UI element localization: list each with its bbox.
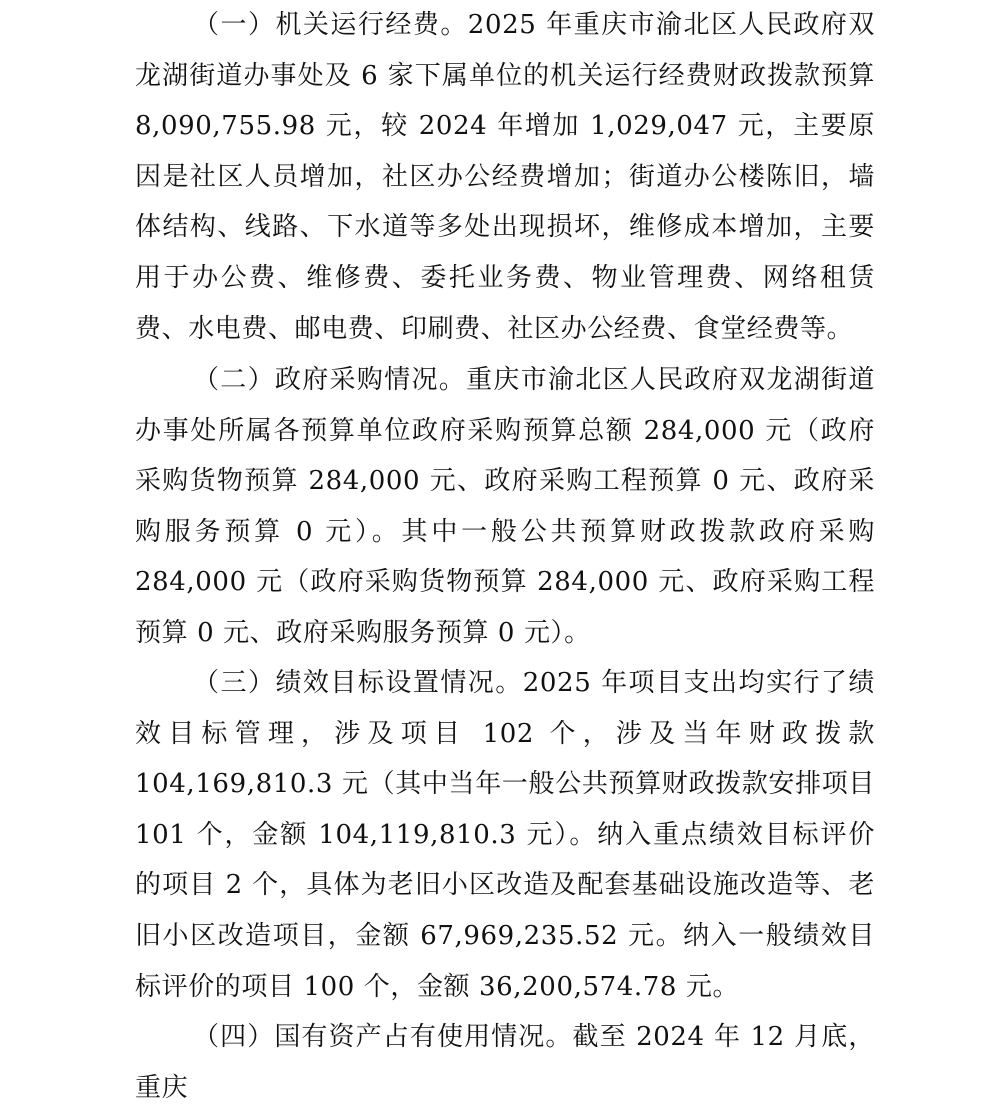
paragraph-body: 重庆市渝北区人民政府双龙湖街道办事处所属各预算单位政府采购预算总额 284,000 元（政府采购货物预算 284,000 元、政府采购工程预算 0 元、政府采购服务预算 0 元）。其中一般公共预算财政拨款政府采购 284,000 元（政府采购货物预算 284,000 元、政府采购工程预算 0 元、政府采购服务预算 0 元）。	[135, 365, 875, 648]
paragraph-heading: （一）机关运行经费。	[193, 10, 468, 40]
paragraph-heading: （四）国有资产占有使用情况。	[193, 1022, 573, 1052]
paragraph-administrative-operating-expenses	[135, 0, 875, 354]
paragraph-performance-targets	[135, 658, 875, 1012]
paragraph-government-procurement	[135, 355, 875, 659]
paragraph-body: 截至 2024 年 12 月底，重庆	[135, 1022, 875, 1103]
paragraph-body: 2025 年重庆市渝北区人民政府双龙湖街道办事处及 6 家下属单位的机关运行经费财政拨款预算 8,090,755.98 元，较 2024 年增加 1,029,047 元，主要原因是社区人员增加，社区办公经费增加；街道办公楼陈旧，墙体结构、线路、下水道等多处出现损坏，维修成本增加，主要用于办公费、维修费、委托业务费、物业管理费、网络租赁费、水电费、邮电费、印刷费、社区办公经费、食堂经费等。	[135, 10, 875, 344]
paragraph-heading: （二）政府采购情况。	[193, 365, 467, 395]
paragraph-body: 2025 年项目支出均实行了绩效目标管理，涉及项目 102 个，涉及当年财政拨款 104,169,810.3 元（其中当年一般公共预算财政拨款安排项目 101 个，金额 104,119,810.3 元）。纳入重点绩效目标评价的项目 2 个，具体为老旧小区改造及配套基础设施改造等、老旧小区改造项目，金额 67,969,235.52 元。纳入一般绩效目标评价的项目 100 个，金额 36,200,574.78 元。	[135, 668, 875, 1002]
paragraph-state-assets	[135, 1012, 875, 1113]
paragraph-heading: （三）绩效目标设置情况。	[193, 668, 523, 698]
